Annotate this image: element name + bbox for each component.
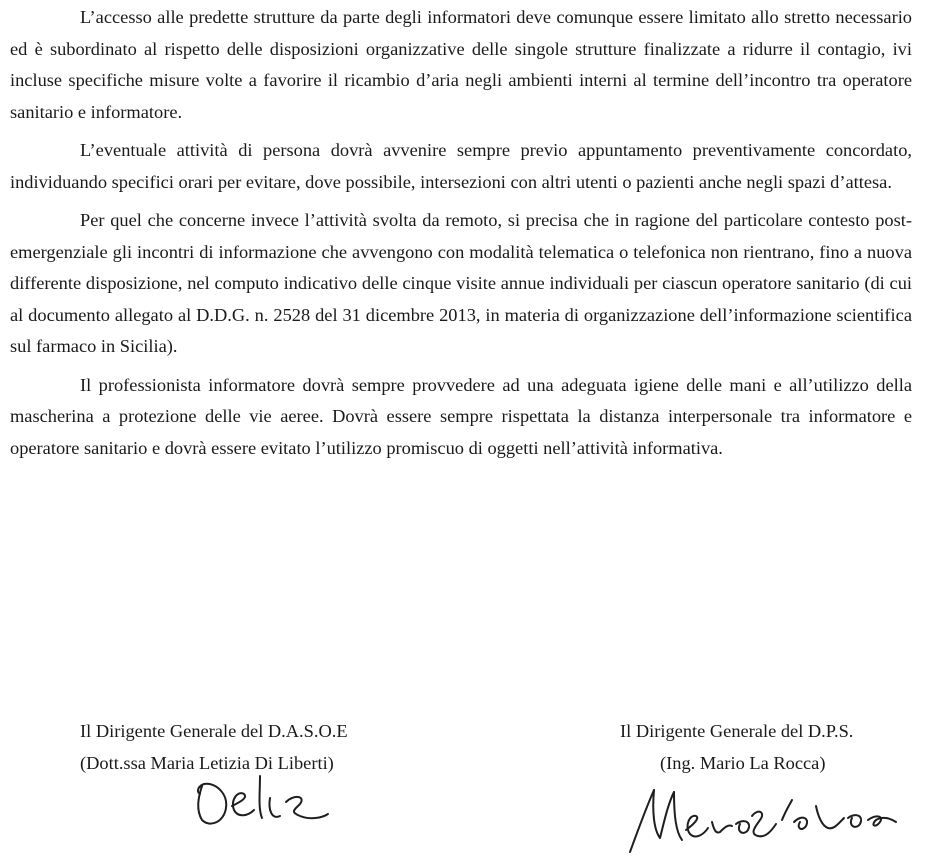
handwritten-signature-right — [620, 760, 940, 856]
signatory-title-right: Il Dirigente Generale del D.P.S. — [620, 721, 854, 741]
paragraph-in-person-activity: L’eventuale attività di persona dovrà avvenire sempre previo appuntamento preventivamente concordato, individuando specifici orari per evitare, dove possibile, intersezioni con altri utenti o pazienti anche negli spazi d’attesa. — [10, 140, 912, 192]
paragraph-access-limits: L’accesso alle predette strutture da parte degli informatori deve comunque essere limitato allo stretto necessario ed è subordinato al rispetto delle disposizioni organizzative delle singole strutture finalizzate a ridurre il contagio, ivi incluse specifiche misure volte a favorire il ricambio d’aria negli ambienti interni al termine dell’incontro tra operatore sanitario e informatore. — [10, 7, 912, 122]
signatory-name-left: (Dott.ssa Maria Letizia Di Liberti) — [80, 752, 334, 773]
paragraph-remote-activity: Per quel che concerne invece l’attività svolta da remoto, si precisa che in ragione del particolare contesto post-emergenziale gli incontri di informazione che avvengono con modalità telematica o telefonica non rientrano, fino a nuova differente disposizione, nel computo indicativo delle cinque visite annue individuali per ciascun operatore sanitario (di cui al documento allegato al D.D.G. n. 2528 del 31 dicembre 2013, in materia di organizzazione dell’informazione scientifica sul farmaco in Sicilia). — [10, 210, 912, 356]
signatory-title-left: Il Dirigente Generale del D.A.S.O.E — [80, 721, 348, 741]
handwritten-signature-left — [190, 768, 350, 828]
signatory-name-right: (Ing. Mario La Rocca) — [660, 752, 826, 773]
paragraph-hygiene-measures: Il professionista informatore dovrà sempre provvedere ad una adeguata igiene delle mani e all’utilizzo della mascherina a protezione delle vie aeree. Dovrà essere sempre rispettata la distanza interpersonale tra informatore e operatore sanitario e dovrà essere evitato l’utilizzo promiscuo di oggetti nell’attività informativa. — [10, 374, 912, 458]
